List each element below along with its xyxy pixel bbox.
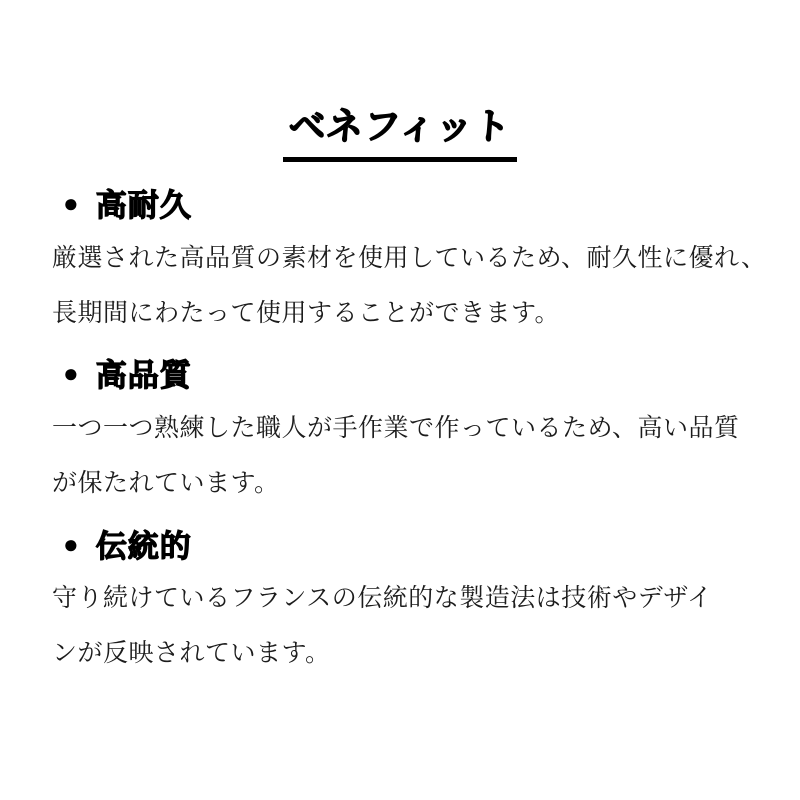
section-paragraph-durability — [52, 233, 770, 343]
section-paragraph-quality — [52, 403, 770, 513]
bullet-icon: ● — [63, 187, 79, 218]
paragraph-line: 守り続けているフランスの伝統的な製造法は技術やデザイ — [52, 584, 713, 612]
title-underline — [283, 96, 517, 162]
section-paragraph-traditional — [52, 573, 770, 683]
section-heading-label: 高耐久 — [95, 188, 192, 223]
paragraph-line: 一つ一つ熟練した職人が手作業で作っているため、高い品質 — [52, 414, 740, 442]
paragraph-line: 長期間にわたって使用することができます。 — [52, 299, 561, 327]
paragraph-line: 厳選された高品質の素材を使用しているため、耐久性に優れ、 — [52, 244, 767, 272]
section-heading-traditional — [63, 521, 192, 566]
section-heading-label: 伝統的 — [95, 529, 192, 564]
paragraph-line: ンが反映されています。 — [52, 639, 331, 667]
page-title: ベネフィット — [287, 106, 513, 147]
page-title-row — [0, 96, 800, 162]
paragraph-line: が保たれています。 — [52, 469, 280, 497]
section-heading-label: 高品質 — [95, 358, 192, 393]
bullet-icon: ● — [63, 528, 79, 559]
section-heading-durability — [63, 180, 192, 225]
bullet-icon: ● — [63, 357, 79, 388]
section-heading-quality — [63, 350, 192, 395]
